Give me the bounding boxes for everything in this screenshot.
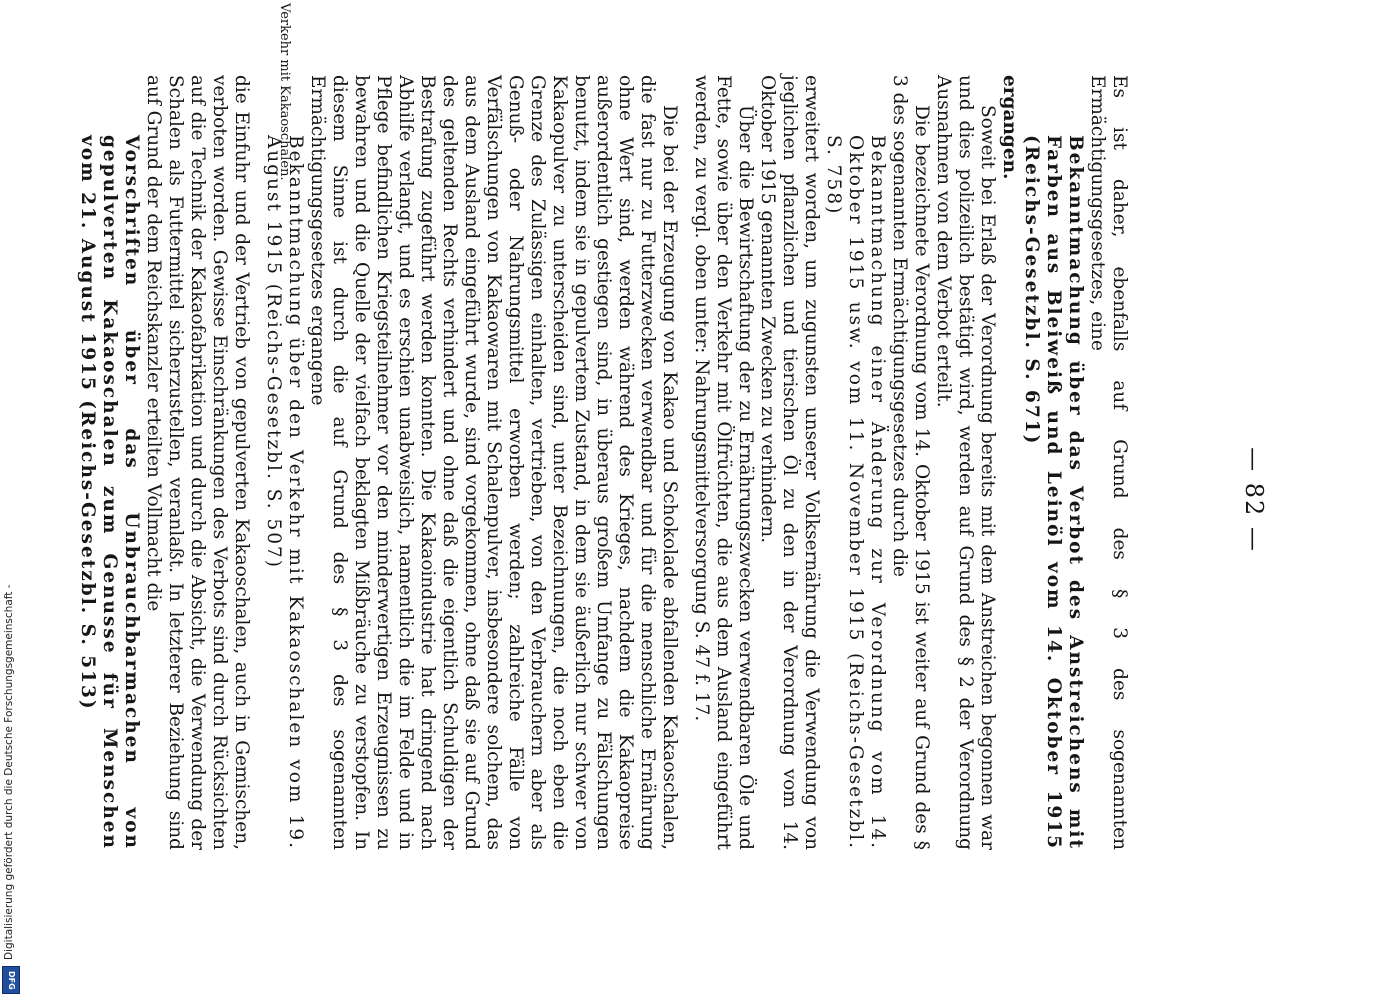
paragraph-kakao: Die bei der Erzeugung von Kakao und Schokolade abfallenden Kakaoschalen, die fast nur zu Futterzwecken verwendbar und für die menschliche Ernährung ohne Wert sind, werden während des Krieges, nachdem die Kakaopreise außerordentlich gestiegen sind, in überaus großem Umfange zu Fälschungen benutzt, indem sie in gepulvertem Zustand, in dem sie äußerlich nur schwer von Kakaopulver zu unterscheiden sind, unter Bezeichnungen, die noch eben die Grenze des Zulässigen einhalten, vertrieben, von den Verbrauchern aber als Genuß- oder Nahrungsmittel erworben werden; zahlreiche Fälle von Verfälschungen von Kakaowaren mit Schalenpulver, insbesondere solchem, das aus dem Ausland eingeführt wurde, sind vorgekommen, ohne daß sie auf Grund des geltenden Rechts verhindert und ohne daß die eigentlich Schuldigen der Bestrafung zugeführt werden konnten. Die Kakaoindustrie hat dringend nach Abhilfe verlangt, und es erschien unabweislich, namentlich die im Felde und in Pflege befindlichen Kriegsteilnehmer vor den minderwertigen Erzeugnissen zu bewahren und die Quelle der vielfach beklagten Mißbräuche zu verstopfen. In diesem Sinne ist durch die auf Grund des § 3 des sogenannten Ermächtigungsgesetzes ergangene (307, 75, 680, 850)
credit-text: Digitalisierung gefördert durch die Deutsche Forschungsgemeinschaft - (3, 584, 15, 960)
intro-sentence: Es ist daher, ebenfalls auf Grund des § 3 des sogenannten Ermächtigungsgesetzes, eine (1087, 75, 1130, 850)
margin-note: Verkehr mit Kakaoschalen. (277, 3, 292, 181)
paragraph-soweit: Soweit bei Erlaß der Verordnung bereits mit dem Anstreichen begonnen war und dies polizeilich bestätigt wird, werden auf Grund des § 2 der Verordnung Ausnahmen von dem Verbot erteilt. (933, 75, 998, 850)
paragraph-bezeichnete: Die bezeichnete Verordnung vom 14. Oktober 1915 ist weiter auf Grund des § 3 des sogenannten Ermächtigungsgesetzes durch die (889, 75, 932, 850)
paragraph-bewirtschaftung: Über die Bewirtschaftung der zu Ernährungszwecken verwendbaren Öle und Fette, sowie über den Verkehr mit Ölfrüchten, die aus dem Ausland eingeführt werden, zu vergl. oben unter: Nahrungsmittelversorgung S. 47 f. 17. (691, 75, 756, 850)
ordinance-title-aenderung: Bekanntmachung einer Änderung zur Verordnung vom 14. Oktober 1915 usw. vom 11. November 1915 (Reichs-Gesetzbl. S. 758) (823, 135, 888, 850)
ordinance-title-bleiweiss: Bekanntmachung über das Verbot des Anstreichens mit Farben aus Bleiweiß und Leinöl vom 14. Oktober 1915 (Reichs-Gesetzbl. S. 671) (1021, 135, 1086, 850)
page-number: — 82 — (1240, 447, 1268, 553)
section-kakao (76, 75, 680, 850)
paragraph-einfuhr: die Einfuhr und der Vertrieb von gepulverten Kakaoschalen, auch in Gemischen, verboten worden. Gewisse Einschränkungen des Verbots sind durch Rücksichten auf die Technik der Kakaofabrikation und durch die Absicht, die Verwendung der Schalen als Futtermittel sicherzustellen, veranlaßt. In letzterer Beziehung sind auf Grund der dem Reichskanzler erteilten Vollmacht die (143, 75, 252, 850)
paragraph-erweitert: erweitert worden, um zugunsten unserer Volksernährung die Verwendung von jeglichen pflanzlichen und tierischen Öl zu den in der Verordnung vom 14. Oktober 1915 genannten Zwecken zu verhindern. (757, 75, 822, 850)
ordinance-title-vorschriften: Vorschriften über das Unbrauchbarmachen von gepulverten Kakaoschalen zum Genusse für Menschen vom 21. August 1915 (Reichs-Gesetzbl. S. 513) (77, 135, 142, 850)
dfg-logo-icon: DFG (2, 966, 20, 994)
ordinance-title-kakao: Bekanntmachung über den Verkehr mit Kakaoschalen vom 19. August 1915 (Reichs-Gesetzbl. S. 507) (263, 135, 306, 850)
digitization-credit (0, 0, 22, 1000)
ergangen-word: ergangen. (999, 75, 1020, 180)
rotated-document-page (77, 0, 1280, 1000)
section-bleiweiss (690, 75, 1130, 850)
